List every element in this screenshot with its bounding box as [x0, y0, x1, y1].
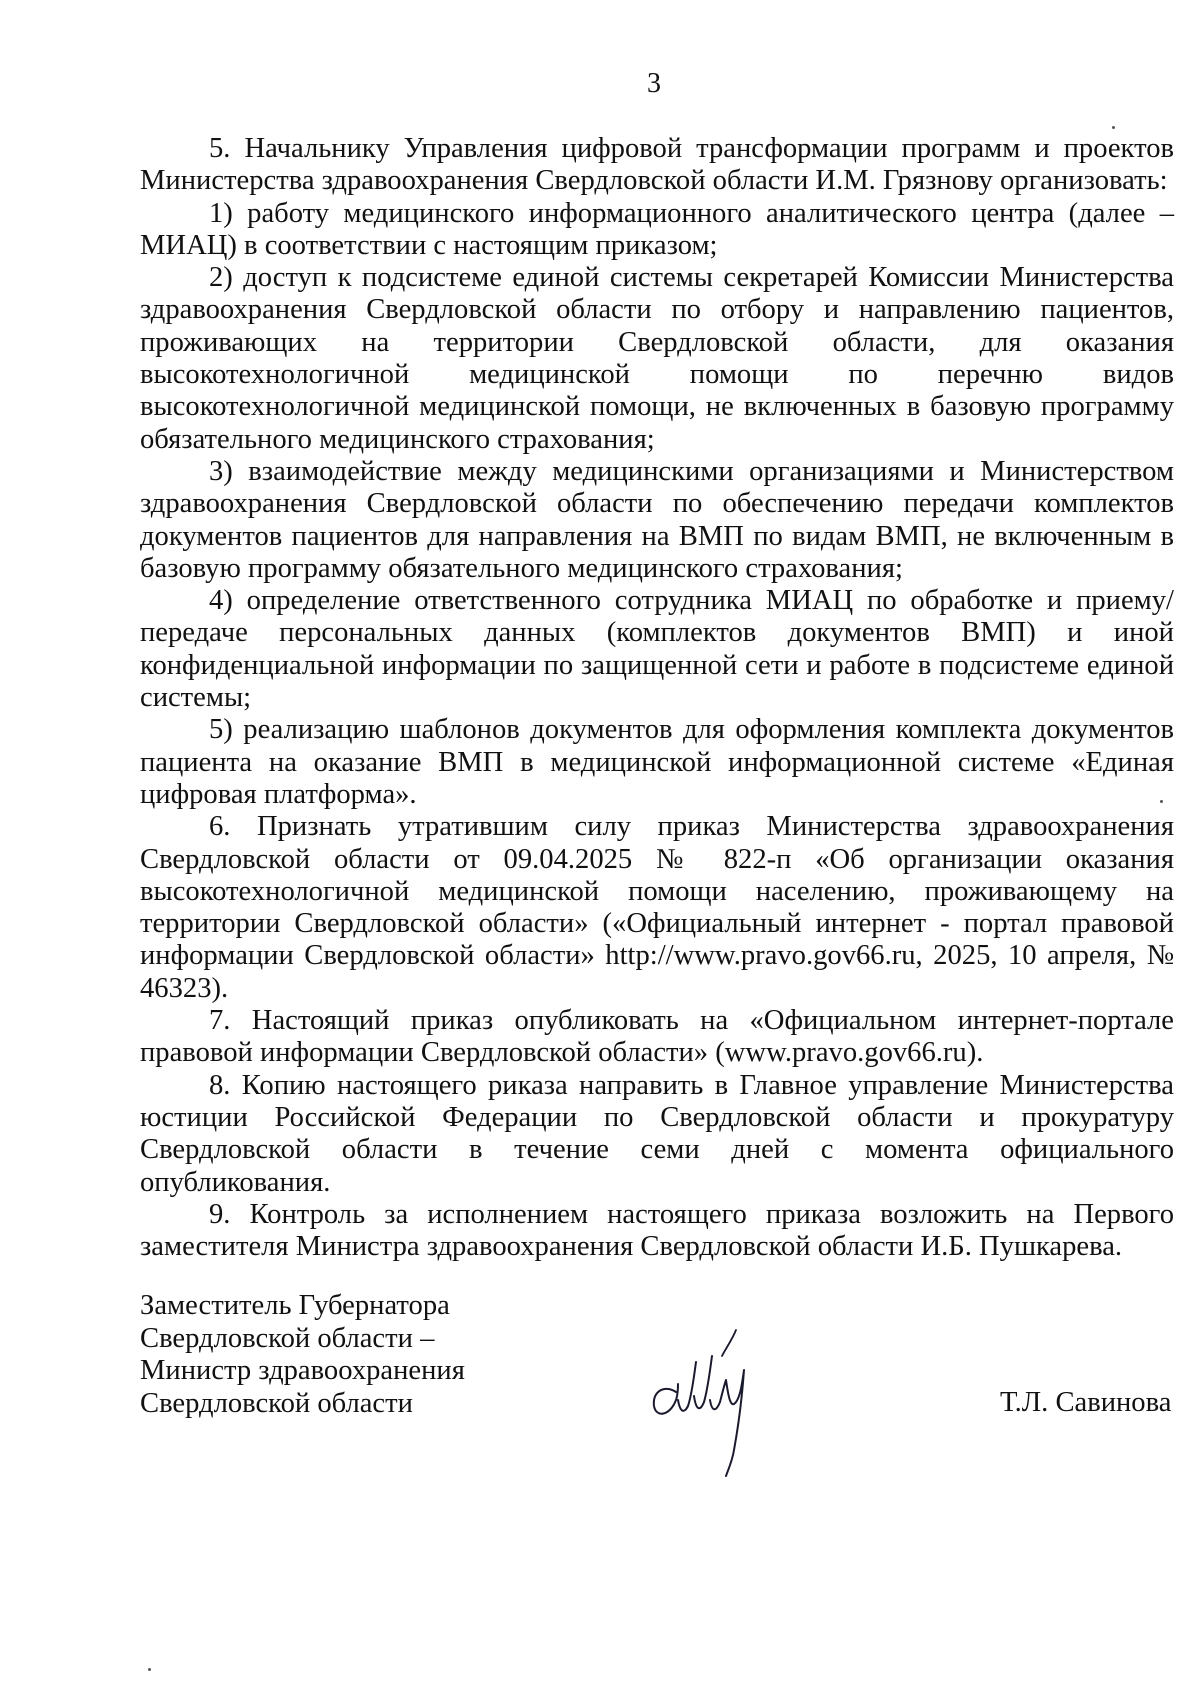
- scan-speck: [1160, 800, 1163, 803]
- signatory-position-line: Свердловской области: [140, 1387, 413, 1419]
- signatory-position: [140, 1290, 465, 1420]
- scan-speck: [1112, 126, 1115, 129]
- paragraph-subitem-2: 2) доступ к подсистеме единой системы секретарей Комиссии Министерства здравоохранения Свердловской области по отбору и направлению пациентов, проживающих на территории Свердловской области, для оказания высокотехнологичной медицинской помощи по перечню видов высокотехнологичной медицинской помощи, не включенных в базовую программу обязательного медицинского страхования;: [140, 262, 1174, 455]
- paragraph-item-5: 5. Начальнику Управления цифровой трансформации программ и проектов Министерства здравоохранения Свердловской области И.М. Грязнову организовать:: [140, 133, 1174, 197]
- document-body: [140, 133, 1174, 1263]
- signatory-position-line: Заместитель Губернатора: [140, 1290, 450, 1321]
- paragraph-item-9: 9. Контроль за исполнением настоящего приказа возложить на Первого заместителя Министра здравоохранения Свердловской области И.Б. Пушкарева.: [140, 1198, 1174, 1263]
- paragraph-subitem-3: 3) взаимодействие между медицинскими организациями и Министерством здравоохранения Свердловской области по обеспечению передачи комплектов документов пациентов для направления на ВМП по видам ВМП, не включенным в базовую программу обязательного медицинского страхования;: [140, 455, 1174, 584]
- paragraph-item-7: 7. Настоящий приказ опубликовать на «Официальном интернет-портале правовой информации Свердловской области» (www.pravo.gov66.ru).: [140, 1005, 1174, 1069]
- handwritten-signature: [638, 1300, 778, 1480]
- paragraph-item-6: 6. Признать утратившим силу приказ Министерства здравоохранения Свердловской области от 09.04.2025 № 822-п «Об организации оказания высокотехнологичной медицинской помощи населению, проживающему на территории Свердловской области» («Официальный интернет - портал правовой информации Свердловской области» http://www.pravo.gov66.ru, 2025, 10 апреля, № 46323).: [140, 811, 1174, 1004]
- paragraph-subitem-5: 5) реализацию шаблонов документов для оформления комплекта документов пациента на оказание ВМП в медицинской информационной системе «Единая цифровая платформа».: [140, 714, 1174, 810]
- signatory-name: Т.Л. Савинова: [1000, 1387, 1172, 1418]
- scan-speck: [148, 1668, 151, 1671]
- page-number: 3: [647, 68, 661, 99]
- paragraph-subitem-1: 1) работу медицинского информационного аналитического центра (далее – МИАЦ) в соответствии с настоящим приказом;: [140, 197, 1174, 261]
- signatory-position-line: Свердловской области –: [140, 1322, 435, 1354]
- paragraph-item-8: 8. Копию настоящего риказа направить в Главное управление Министерства юстиции Российской Федерации по Свердловской области и прокуратуру Свердловской области в течение семи дней с момента официального опубликования.: [140, 1069, 1174, 1198]
- signatory-position-line: Министр здравоохранения: [140, 1355, 465, 1386]
- paragraph-subitem-4: 4) определение ответственного сотрудника МИАЦ по обработке и приему/передаче персональных данных (комплектов документов ВМП) и иной конфиденциальной информации по защищенной сети и работе в подсистеме единой системы;: [140, 585, 1174, 714]
